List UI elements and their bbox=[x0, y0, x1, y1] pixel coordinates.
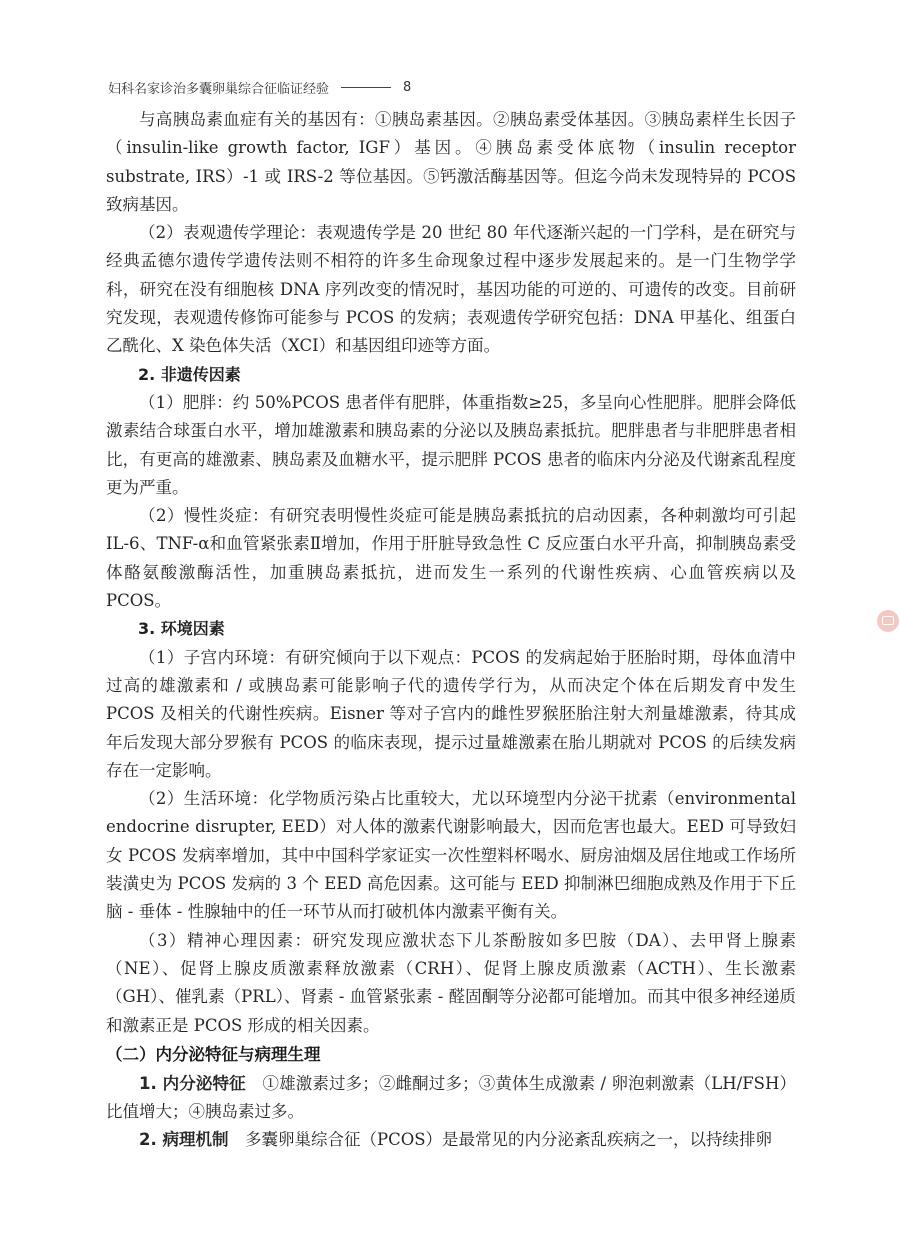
paragraph-living-environment: （2）生活环境：化学物质污染占比重较大，尤以环境型内分泌干扰素（environmental endocrine disrupter, EED）对人体的激素代谢影响最大，因而危害也最大。EED 可导致妇女 PCOS 发病率增加，其中中国科学家证实一次性塑料杯喝水、厨房油烟及居住地或工作场所装潢史为 PCOS 发病的 3 个 EED 高危因素。这可能与 EED 抑制淋巴细胞成熟及作用于下丘脑 - 垂体 - 性腺轴中的任一环节从而打破机体内激素平衡有关。 bbox=[106, 789, 796, 922]
running-header bbox=[108, 78, 411, 97]
heading-endocrine-pathophysiology: （二）内分泌特征与病理生理 bbox=[106, 1044, 321, 1064]
page-number: 8 bbox=[403, 80, 412, 95]
paragraph-epigenetics: （2）表观遗传学理论：表观遗传学是 20 世纪 80 年代逐渐兴起的一门学科，是在研究与经典孟德尔遗传学遗传法则不相符的许多生命现象过程中逐步发展起来的。是一门生物学学科，研究在没有细胞核 DNA 序列改变的情况时，基因功能的可逆的、可遗传的改变。目前研究发现，表观遗传修饰可能参与 PCOS 的发病；表观遗传学研究包括：DNA 甲基化、组蛋白乙酰化、X 染色体失活（XCI）和基因组印迹等方面。 bbox=[106, 223, 796, 356]
book-title: 妇科名家诊治多囊卵巢综合征临证经验 bbox=[108, 82, 330, 97]
paragraph-psychological-factors: （3）精神心理因素：研究发现应激状态下儿茶酚胺如多巴胺（DA）、去甲肾上腺素（NE）、促肾上腺皮质激素释放激素（CRH）、促肾上腺皮质激素（ACTH）、生长激素（GH）、催乳素（PRL）、肾素 - 血管紧张素 - 醛固酮等分泌都可能增加。而其中很多神经递质和激素正是 PCOS 形成的相关因素。 bbox=[106, 930, 796, 1035]
endocrine-features-text: ①雄激素过多；②雌酮过多；③黄体生成激素 / 卵泡刺激素（LH/FSH）比值增大；④胰岛素过多。 bbox=[106, 1073, 796, 1122]
paragraph-intrauterine-environment: （1）子宫内环境：有研究倾向于以下观点：PCOS 的发病起始于胚胎时期，母体血清中过高的雄激素和 / 或胰岛素可能影响子代的遗传学行为，从而决定个体在后期发育中发生 PCOS 及相关的代谢性疾病。Eisner 等对子宫内的雌性罗猴胚胎注射大剂量雄激素，待其成年后发现大部分罗猴有 PCOS 的临床表现，提示过量雄激素在胎儿期就对 PCOS 的后续发病存在一定影响。 bbox=[106, 647, 796, 780]
side-bookmark-icon bbox=[877, 610, 899, 632]
paragraph-endocrine-features bbox=[106, 1070, 796, 1127]
paragraph-pathological-mechanism bbox=[106, 1126, 796, 1154]
header-rule bbox=[341, 87, 391, 88]
heading-environmental-factors: 3. 环境因素 bbox=[138, 619, 225, 639]
paragraph-chronic-inflammation: （2）慢性炎症：有研究表明慢性炎症可能是胰岛素抵抗的启动因素，各种刺激均可引起 IL-6、TNF-α和血管紧张素Ⅱ增加，作用于肝脏导致急性 C 反应蛋白水平升高，抑制胰岛素受体酪氨酸激酶活性，加重胰岛素抵抗，进而发生一系列的代谢性疾病、心血管疾病以及 PCOS。 bbox=[106, 506, 796, 611]
paragraph-obesity: （1）肥胖：约 50%PCOS 患者伴有肥胖，体重指数≥25，多呈向心性肥胖。肥胖会降低激素结合球蛋白水平，增加雄激素和胰岛素的分泌以及胰岛素抵抗。肥胖患者与非肥胖患者相比，有更高的雄激素、胰岛素及血糖水平，提示肥胖 PCOS 患者的临床内分泌及代谢紊乱程度更为严重。 bbox=[106, 392, 796, 497]
body-text bbox=[106, 106, 796, 1155]
heading-nongenetic-factors: 2. 非遗传因素 bbox=[138, 364, 241, 384]
run-in-heading-pathological-mechanism: 2. 病理机制 bbox=[139, 1130, 229, 1150]
run-in-heading-endocrine-features: 1. 内分泌特征 bbox=[139, 1073, 246, 1093]
pathological-mechanism-text: 多囊卵巢综合征（PCOS）是最常见的内分泌紊乱疾病之一，以持续排卵 bbox=[245, 1130, 773, 1150]
paragraph-hyperinsulinemia-genes: 与高胰岛素血症有关的基因有：①胰岛素基因。②胰岛素受体基因。③胰岛素样生长因子（insulin-like growth factor, IGF）基因。④胰岛素受体底物（insulin receptor substrate, IRS）-1 或 IRS-2 等位基因。⑤钙激活酶基因等。但迄今尚未发现特异的 PCOS 致病基因。 bbox=[106, 110, 796, 214]
